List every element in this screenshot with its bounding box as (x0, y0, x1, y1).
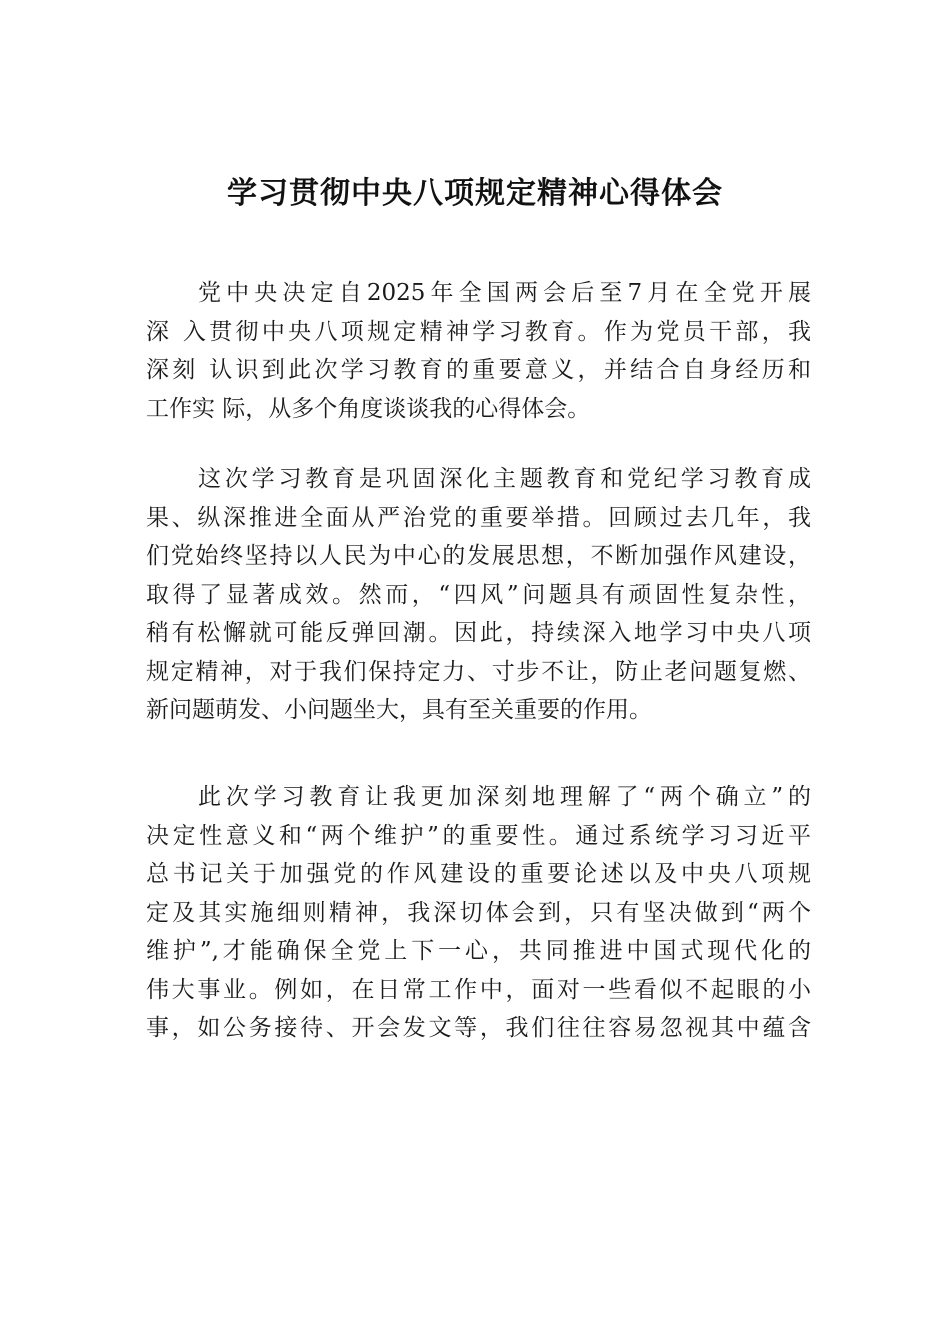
paragraph-line: 新问题萌发、小问题坐大，具有至关重要的作用。 (146, 697, 652, 723)
paragraph-line: 此次学习教育让我更加深刻地理解了“两个确立”的 (198, 784, 811, 810)
paragraph-line: 总书记关于加强党的作风建设的重要论述以及中央八项规 (146, 861, 811, 887)
paragraph-line: 深刻 认识到此次学习教育的重要意义，并结合自身经历和 (146, 357, 811, 383)
paragraph-line: 事，如公务接待、开会发文等，我们往往容易忽视其中蕴含 (146, 1015, 811, 1041)
paragraph-line: 定及其实施细则精神，我深切体会到，只有坚决做到“两个 (146, 899, 811, 926)
paragraph-3 (146, 778, 811, 1048)
paragraph-line: 党中央决定自2025年全国两会后至7月在全党开展 (198, 280, 811, 306)
paragraph-line: 决定性意义和“两个维护”的重要性。通过系统学习习近平 (146, 822, 811, 849)
paragraph-line: 稍有松懈就可能反弹回潮。因此，持续深入地学习中央八项 (146, 620, 811, 646)
paragraph-line: 这次学习教育是巩固深化主题教育和党纪学习教育成 (198, 466, 811, 492)
paragraph-2 (146, 460, 811, 730)
paragraph-line: 深 入贯彻中央八项规定精神学习教育。作为党员干部，我 (146, 318, 811, 345)
paragraph-line: 们党始终坚持以人民为中心的发展思想，不断加强作风建设， (146, 543, 811, 569)
document-title: 学习贯彻中央八项规定精神心得体会 (227, 176, 723, 211)
paragraph-line: 伟大事业。例如，在日常工作中，面对一些看似不起眼的小 (146, 976, 811, 1003)
paragraph-line: 工作实 际，从多个角度谈谈我的心得体会。 (146, 395, 591, 422)
paragraph-1 (146, 274, 811, 428)
paragraph-line: 取得了显著成效。然而，“四风”问题具有顽固性复杂性， (146, 581, 811, 608)
paragraph-line: 维护”,才能确保全党上下一心，共同推进中国式现代化的 (146, 938, 811, 964)
paragraph-line: 规定精神，对于我们保持定力、寸步不让，防止老问题复燃、 (146, 658, 811, 685)
paragraph-line: 果、纵深推进全面从严治党的重要举措。回顾过去几年，我 (146, 504, 811, 531)
